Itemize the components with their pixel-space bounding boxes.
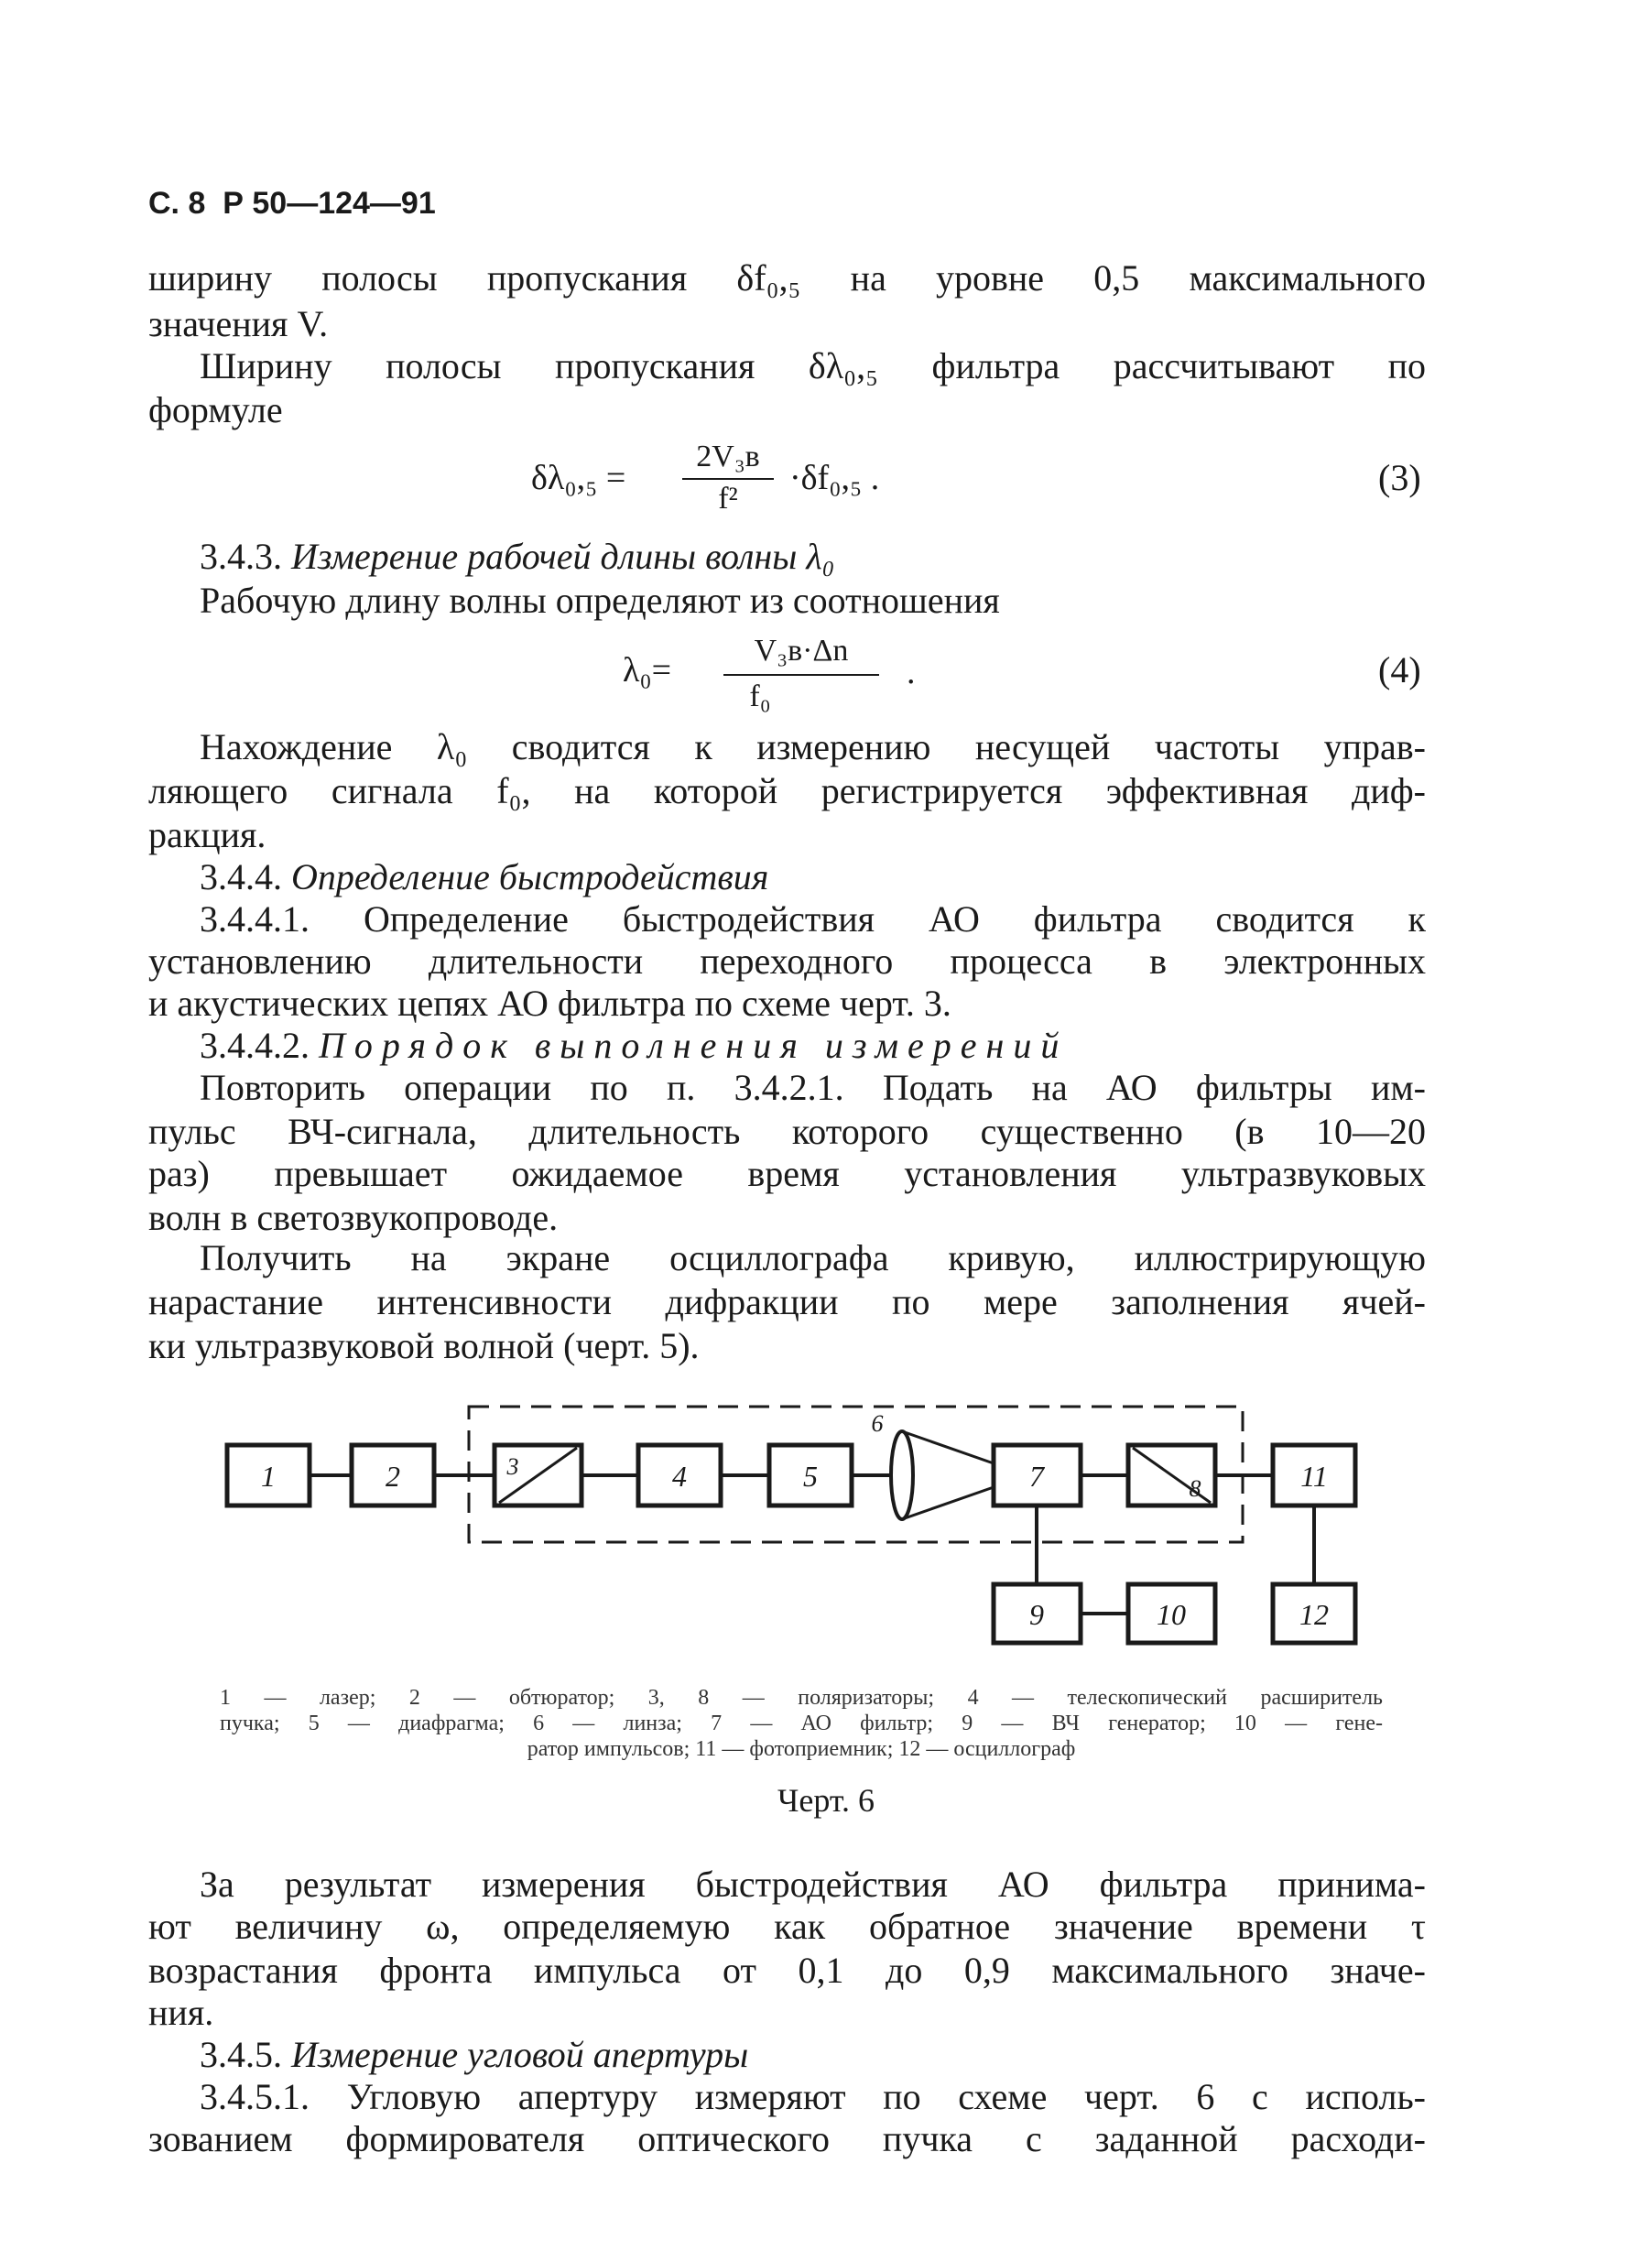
figure-block-label: 6 [871, 1410, 884, 1437]
lens [891, 1431, 913, 1519]
section-number: 3.4.4. [200, 856, 282, 897]
text-line: 3.4.5.1. Угловую апертуру измеряют по схеме черт. 6 с исполь- [200, 2076, 1426, 2117]
figure-title: Черт. 6 [777, 1782, 875, 1819]
text-line: ляющего сигнала f₀, на которой регистрируется эффективная диф- [148, 770, 1426, 811]
block-diagram [0, 1374, 1652, 1667]
text-line: раз) превышает ожидаемое время установления ультразвуковых [148, 1153, 1426, 1194]
figure-block-label: 7 [1029, 1460, 1044, 1493]
text-line: Рабочую длину волны определяют из соотношения [200, 580, 1000, 621]
section-title: Порядок выполнения измерений [319, 1025, 1069, 1066]
figure-block-label: 11 [1300, 1460, 1328, 1493]
equation-numerator: V₃в·Δn [754, 634, 849, 668]
equation-number: (4) [1378, 649, 1421, 690]
page-number: С. 8 [148, 186, 206, 221]
text-line: Ширину полосы пропускания δλ₀,₅ фильтра рассчитывают по [200, 345, 1426, 386]
equation-denominator: f² [718, 482, 738, 516]
equation-number: (3) [1378, 457, 1421, 498]
text-line: возрастания фронта импульса от 0,1 до 0,9 максимального значе- [148, 1950, 1426, 1991]
text-line: нарастание интенсивности дифракции по мере заполнения ячей- [148, 1281, 1426, 1322]
figure-block-label: 3 [506, 1453, 519, 1480]
section-number: 3.4.5. [200, 2034, 282, 2075]
equation-rhs: . [907, 653, 916, 691]
text-line: 3.4.4.1. Определение быстродействия АО фильтра сводится к [200, 898, 1426, 940]
text-line: ракция. [148, 814, 266, 855]
figure-block-label: 8 [1189, 1475, 1201, 1502]
text-line: ширину полосы пропускания δf₀,₅ на уровне 0,5 максимального [148, 257, 1426, 299]
section-title: Определение быстродействия [291, 856, 769, 897]
section-heading-3-4-5 [200, 2033, 748, 2077]
figure-caption-line: ратор импульсов; 11 — фотоприемник; 12 — осциллограф [527, 1737, 1076, 1761]
text-line: установлению длительности переходного процесса в электронных [148, 940, 1426, 982]
text-line: значения V. [148, 303, 329, 344]
figure-block-label: 12 [1299, 1598, 1329, 1631]
text-line: волн в светозвукопроводе. [148, 1197, 559, 1238]
equation-lhs: δλ₀,₅ = [531, 459, 626, 497]
figure-block-label: 10 [1157, 1598, 1186, 1631]
equation-numerator: 2V₃в [696, 440, 760, 473]
text-line: ют величину ω, определяемую как обратное значение времени τ [148, 1906, 1426, 1947]
fraction-bar [682, 478, 774, 480]
text-line: и акустических цепях АО фильтра по схеме черт. 3. [148, 983, 951, 1024]
section-number: 3.4.4.2. [200, 1025, 310, 1066]
figure-block-label: 2 [386, 1460, 400, 1493]
equation-denominator: f₀ [749, 679, 771, 713]
figure-caption-line: 1 — лазер; 2 — обтюратор; 3, 8 — поляризаторы; 4 — телескопический расширитель [220, 1686, 1383, 1710]
equation-lhs: λ₀= [623, 651, 672, 690]
page-header [148, 181, 436, 225]
text-line: формуле [148, 389, 283, 430]
text-line: ки ультразвуковой волной (черт. 5). [148, 1325, 700, 1366]
section-title: Измерение рабочей длины волны λ₀ [291, 536, 835, 577]
figure-caption-line: пучка; 5 — диафрагма; 6 — линза; 7 — АО фильтр; 9 — ВЧ генератор; 10 — гене- [220, 1712, 1383, 1735]
text-line: Повторить операции по п. 3.4.2.1. Подать на АО фильтры им- [200, 1067, 1426, 1108]
text-line: Получить на экране осциллографа кривую, иллюстрирующую [200, 1237, 1426, 1278]
section-heading-3-4-3 [200, 535, 835, 579]
section-heading-3-4-4 [200, 855, 768, 899]
figure-block-label: 1 [261, 1460, 276, 1493]
section-title: Измерение угловой апертуры [291, 2034, 749, 2075]
text-line: За результат измерения быстродействия АО фильтра принима- [200, 1864, 1426, 1905]
section-number: 3.4.3. [200, 536, 282, 577]
section-heading-3-4-4-2 [200, 1024, 1068, 1068]
text-line: ния. [148, 1992, 214, 2033]
text-line: Нахождение λ₀ сводится к измерению несущей частоты управ- [200, 726, 1426, 767]
equation-rhs: ·δf₀,₅ . [789, 459, 880, 497]
text-line: пульс ВЧ-сигнала, длительность которого существенно (в 10—20 [148, 1111, 1426, 1152]
figure-block-label: 5 [803, 1460, 818, 1493]
figure-block-label: 4 [672, 1460, 687, 1493]
fraction-bar [723, 674, 879, 676]
figure-block-label: 9 [1029, 1598, 1044, 1631]
text-line: зованием формирователя оптического пучка с заданной расходи- [148, 2118, 1426, 2159]
standard-number: Р 50—124—91 [223, 186, 436, 221]
